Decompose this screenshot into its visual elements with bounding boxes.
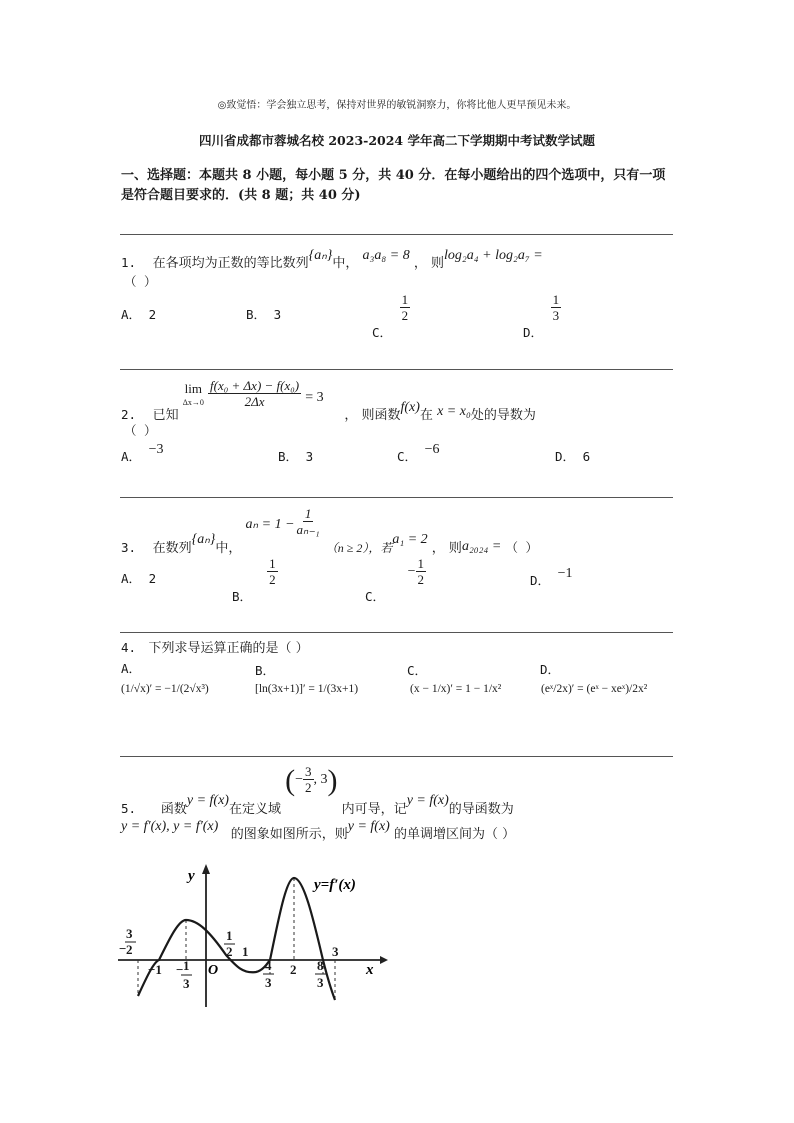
q3-option-a[interactable]: A． 2 xyxy=(121,571,157,586)
curve-f-prime xyxy=(138,878,335,1000)
q2-option-c[interactable]: C． −6 xyxy=(397,442,440,464)
y-axis-label: y xyxy=(188,868,195,884)
svg-text:2: 2 xyxy=(226,944,233,959)
motto-line: ◎致觉悟：学会独立思考，保持对世界的敏锐洞察力，你将比他人更早预见未来。 xyxy=(217,100,577,111)
derivative-graph xyxy=(118,862,388,1012)
tick-labels xyxy=(119,926,339,991)
q4-option-a-expr: (1/√x)′ = −1/(2√x³) xyxy=(121,683,209,695)
question-2: 2. 已知 lim Δx→0 $\frac{\text{f(x₀ + Δx) − f(x₀)}}{2\Delta x}$ = 3 ， 则函数f(x)在 x = x₀处的导数为 xyxy=(121,378,536,423)
q2-option-d[interactable]: D． 6 xyxy=(555,449,591,464)
svg-text:3: 3 xyxy=(332,944,339,959)
x-axis-arrow-icon xyxy=(380,956,388,964)
curve-label: y=f′(x) xyxy=(314,877,356,893)
svg-text:1: 1 xyxy=(183,958,190,973)
svg-text:3: 3 xyxy=(317,975,324,990)
svg-text:1: 1 xyxy=(242,944,249,959)
y-axis-arrow-icon xyxy=(202,864,210,874)
svg-text:4: 4 xyxy=(265,958,272,973)
svg-text:3: 3 xyxy=(183,976,190,991)
svg-text:2: 2 xyxy=(290,962,297,977)
q3-option-d[interactable]: D． −1 xyxy=(530,566,573,588)
q2-option-a[interactable]: A． −3 xyxy=(121,442,164,464)
question-5: 5. 函数y = f(x)在定义域 (− $\frac{3}{2}$ , 3) 内可导，记y = f(x)的导函数为 xyxy=(121,764,514,817)
q4-option-b-expr: [ln(3x+1)]′ = 1/(3x+1) xyxy=(255,683,359,695)
question-1-paren: （ ） xyxy=(124,274,157,289)
q1-option-c[interactable]: C． $\frac{1}{2}$ xyxy=(372,292,409,340)
origin-label: O xyxy=(208,963,219,978)
page-title: 四川省成都市蓉城名校 2023-2024 学年高二下学期期中考试数学试题 xyxy=(199,133,595,148)
question-1: 1. 在各项均为正数的等比数列{aₙ}中， a₃a₈ = 8 ， 则log₂a₄ + log₂a₇ = xyxy=(121,248,543,271)
q3-option-b[interactable]: B． $\frac{1}{2}$ xyxy=(232,556,276,604)
question-4: 4. 下列求导运算正确的是（ ） xyxy=(121,640,309,656)
svg-text:−: − xyxy=(176,962,184,977)
q4-option-d-expr: (eˣ/2x)′ = (eˣ − xeˣ)/2x² xyxy=(541,683,648,695)
divider xyxy=(120,369,673,370)
question-5-line-2: y = f′(x), y = f′(x) 的图象如图所示，则y = f(x) 的单调增区间为（ ） xyxy=(121,819,516,842)
svg-text:3: 3 xyxy=(265,975,272,990)
svg-text:2: 2 xyxy=(126,942,133,957)
divider xyxy=(120,632,673,633)
svg-text:8: 8 xyxy=(317,958,324,973)
tick-neg-1: −1 xyxy=(148,962,162,977)
q4-option-c-label[interactable]: C． xyxy=(407,663,428,678)
q4-option-c-expr: (x − 1/x)′ = 1 − 1/x² xyxy=(410,683,502,695)
section-heading: 一、选择题：本题共 8 小题，每小题 5 分，共 40 分．在每小题给出的四个选项中，只有一项是符合题目要求的．(共 8 题；共 40 分) xyxy=(121,168,666,203)
q1-option-d[interactable]: D． $\frac{1}{3}$ xyxy=(523,292,560,340)
q2-option-b[interactable]: B． 3 xyxy=(278,449,314,464)
question-2-paren: （ ） xyxy=(124,423,157,438)
q1-option-a[interactable]: A． 2 xyxy=(121,307,157,322)
x-axis-label: x xyxy=(366,962,374,978)
q1-option-b[interactable]: B． 3 xyxy=(246,307,282,322)
q4-option-a-label[interactable]: A． xyxy=(121,661,142,676)
q4-option-d-label[interactable]: D． xyxy=(540,662,561,677)
question-3: 3. 在数列{aₙ}中， aₙ = 1 − $\frac{1}{\text{aₙ₋₁}}$ （n ≥ 2），若a₁ = 2 ， 则a₂₀₂₄ = （ ） xyxy=(121,506,539,556)
tick-neg-3-2-num: 3 xyxy=(126,926,133,941)
tick-neg-sign: − xyxy=(119,941,127,956)
divider xyxy=(120,234,673,235)
q3-option-c[interactable]: C． − $\frac{1}{2}$ xyxy=(365,556,425,604)
divider xyxy=(120,497,673,498)
svg-text:1: 1 xyxy=(226,928,233,943)
divider xyxy=(120,756,673,757)
q4-option-b-label[interactable]: B． xyxy=(255,663,276,678)
